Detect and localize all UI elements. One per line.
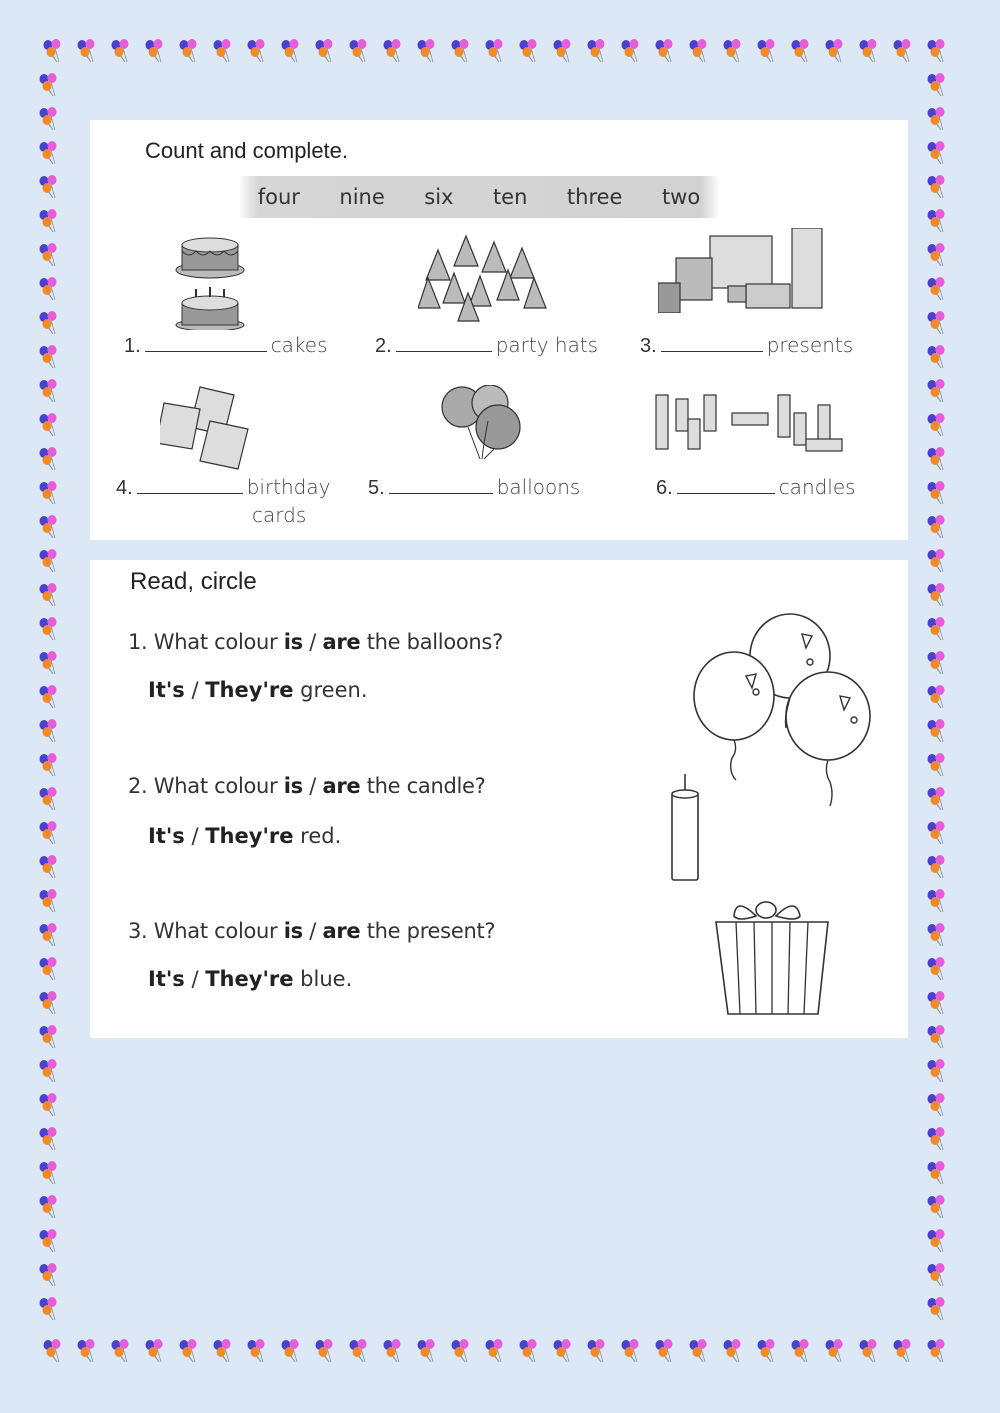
balloon-cluster-icon xyxy=(928,311,945,334)
balloon-cluster-icon xyxy=(554,1339,571,1362)
section-title: Read, circle xyxy=(130,568,257,595)
balloon-cluster-icon xyxy=(40,1093,57,1116)
balloon-cluster-icon xyxy=(316,39,333,62)
balloon-cluster-icon xyxy=(248,39,265,62)
balloon-cluster-icon xyxy=(724,39,741,62)
option-theyre[interactable]: They're xyxy=(205,967,294,991)
balloon-cluster-icon xyxy=(146,39,163,62)
balloon-cluster-icon xyxy=(860,39,877,62)
balloon-cluster-icon xyxy=(928,753,945,776)
balloon-cluster-icon xyxy=(792,39,809,62)
balloon-cluster-icon xyxy=(928,787,945,810)
candles-illustration xyxy=(652,385,852,465)
item-number: 5. xyxy=(368,477,385,499)
balloon-cluster-icon xyxy=(78,1339,95,1362)
balloon-cluster-icon xyxy=(146,1339,163,1362)
balloon-cluster-icon xyxy=(520,39,537,62)
balloon-cluster-icon xyxy=(40,821,57,844)
answer-3 xyxy=(148,967,352,991)
balloon-cluster-icon xyxy=(520,1339,537,1362)
answer-2 xyxy=(148,824,341,848)
count-and-complete-panel xyxy=(90,120,908,540)
balloon-cluster-icon xyxy=(928,73,945,96)
balloon-cluster-icon xyxy=(928,957,945,980)
balloon-cluster-icon xyxy=(44,1339,61,1362)
balloon-cluster-icon xyxy=(40,277,57,300)
balloon-cluster-icon xyxy=(928,1339,945,1362)
balloon-cluster-icon xyxy=(40,583,57,606)
balloon-cluster-icon xyxy=(418,39,435,62)
question-text: the balloons? xyxy=(366,630,503,654)
question-2 xyxy=(128,774,486,798)
question-text: 3. What colour xyxy=(128,919,278,943)
balloon-cluster-icon xyxy=(40,1161,57,1184)
read-circle-panel xyxy=(90,560,908,1038)
balloon-cluster-icon xyxy=(928,481,945,504)
balloon-cluster-icon xyxy=(758,1339,775,1362)
balloon-cluster-icon xyxy=(40,753,57,776)
balloon-cluster-icon xyxy=(40,651,57,674)
balloon-cluster-icon xyxy=(282,1339,299,1362)
balloon-cluster-icon xyxy=(40,889,57,912)
balloon-cluster-icon xyxy=(928,379,945,402)
balloon-cluster-icon xyxy=(40,107,57,130)
balloon-cluster-icon xyxy=(40,549,57,572)
item-number: 4. xyxy=(116,477,133,499)
balloon-cluster-icon xyxy=(40,1229,57,1252)
balloon-cluster-icon xyxy=(826,1339,843,1362)
option-its[interactable]: It's xyxy=(148,967,185,991)
balloon-cluster-icon xyxy=(40,311,57,334)
item-label: birthday xyxy=(246,475,331,499)
balloon-cluster-icon xyxy=(928,1025,945,1048)
balloon-cluster-icon xyxy=(928,209,945,232)
item-number: 1. xyxy=(124,335,141,357)
balloon-cluster-icon xyxy=(40,175,57,198)
balloon-cluster-icon xyxy=(40,957,57,980)
item-label: party hats xyxy=(495,333,599,357)
balloon-cluster-icon xyxy=(860,1339,877,1362)
balloon-cluster-icon xyxy=(40,719,57,742)
balloon-cluster-icon xyxy=(928,855,945,878)
balloon-cluster-icon xyxy=(180,1339,197,1362)
balloon-cluster-icon xyxy=(40,73,57,96)
option-its[interactable]: It's xyxy=(148,678,185,702)
option-theyre[interactable]: They're xyxy=(205,678,294,702)
item-label: cakes xyxy=(270,333,328,357)
balloon-cluster-icon xyxy=(928,1297,945,1320)
option-its[interactable]: It's xyxy=(148,824,185,848)
question-text: 1. What colour xyxy=(128,630,278,654)
balloon-cluster-icon xyxy=(656,39,673,62)
balloon-cluster-icon xyxy=(758,39,775,62)
question-3 xyxy=(128,919,495,943)
balloon-cluster-icon xyxy=(554,39,571,62)
balloon-cluster-icon xyxy=(40,243,57,266)
balloon-cluster-icon xyxy=(40,447,57,470)
balloon-cluster-icon xyxy=(928,583,945,606)
balloon-cluster-icon xyxy=(40,787,57,810)
present-outline-illustration xyxy=(710,890,834,1018)
balloon-cluster-icon xyxy=(452,1339,469,1362)
question-text: the present? xyxy=(366,919,496,943)
separator: / xyxy=(309,919,317,943)
balloon-cluster-icon xyxy=(40,379,57,402)
balloon-cluster-icon xyxy=(40,1127,57,1150)
birthday-cards-illustration xyxy=(160,385,260,470)
balloon-cluster-icon xyxy=(928,617,945,640)
balloon-cluster-icon xyxy=(928,1161,945,1184)
balloon-cluster-icon xyxy=(826,39,843,62)
balloon-cluster-icon xyxy=(656,1339,673,1362)
balloon-cluster-icon xyxy=(928,1127,945,1150)
balloon-cluster-icon xyxy=(690,1339,707,1362)
presents-illustration xyxy=(658,228,828,313)
balloon-cluster-icon xyxy=(248,1339,265,1362)
balloon-cluster-icon xyxy=(40,991,57,1014)
item-1 xyxy=(124,333,328,358)
balloon-cluster-icon xyxy=(792,1339,809,1362)
balloon-cluster-icon xyxy=(40,345,57,368)
balloon-cluster-icon xyxy=(928,413,945,436)
balloon-cluster-icon xyxy=(622,1339,639,1362)
answer-blank[interactable] xyxy=(661,350,763,352)
balloon-cluster-icon xyxy=(40,413,57,436)
balloon-cluster-icon xyxy=(112,39,129,62)
candle-outline-illustration xyxy=(666,772,706,884)
balloon-cluster-icon xyxy=(928,1093,945,1116)
section-title: Count and complete. xyxy=(145,138,349,163)
balloon-cluster-icon xyxy=(588,39,605,62)
balloon-cluster-icon xyxy=(40,141,57,164)
option-is[interactable]: is xyxy=(283,919,303,943)
balloon-cluster-icon xyxy=(928,1229,945,1252)
balloon-cluster-icon xyxy=(282,39,299,62)
balloon-cluster-icon xyxy=(928,447,945,470)
item-label: presents xyxy=(766,333,854,357)
balloon-cluster-icon xyxy=(724,1339,741,1362)
balloon-cluster-icon xyxy=(928,39,945,62)
word-bank-item: four xyxy=(257,185,300,209)
balloon-cluster-icon xyxy=(40,1195,57,1218)
balloon-cluster-icon xyxy=(452,39,469,62)
balloon-cluster-icon xyxy=(928,991,945,1014)
balloon-cluster-icon xyxy=(40,1025,57,1048)
balloon-cluster-icon xyxy=(928,889,945,912)
balloon-cluster-icon xyxy=(928,1195,945,1218)
balloon-cluster-icon xyxy=(928,651,945,674)
cakes-illustration xyxy=(170,225,250,330)
answer-blank[interactable] xyxy=(145,350,267,352)
balloon-cluster-icon xyxy=(316,1339,333,1362)
balloons-small-illustration xyxy=(438,385,528,465)
item-label: candles xyxy=(778,475,856,499)
balloon-cluster-icon xyxy=(928,345,945,368)
balloon-cluster-icon xyxy=(384,39,401,62)
word-bank-item: three xyxy=(566,185,623,209)
balloon-cluster-icon xyxy=(40,1297,57,1320)
balloon-cluster-icon xyxy=(40,1263,57,1286)
item-4 xyxy=(116,475,330,500)
item-2 xyxy=(375,333,598,358)
item-5 xyxy=(368,475,580,500)
balloon-cluster-icon xyxy=(40,923,57,946)
option-is[interactable]: is xyxy=(283,630,303,654)
item-number: 2. xyxy=(375,335,392,357)
balloon-cluster-icon xyxy=(350,39,367,62)
balloon-cluster-icon xyxy=(78,39,95,62)
answer-text: red. xyxy=(300,824,342,848)
balloon-cluster-icon xyxy=(40,209,57,232)
balloon-cluster-icon xyxy=(622,39,639,62)
separator: / xyxy=(309,774,317,798)
separator: / xyxy=(191,678,199,702)
balloon-cluster-icon xyxy=(180,39,197,62)
balloon-cluster-icon xyxy=(44,39,61,62)
balloon-cluster-icon xyxy=(928,685,945,708)
item-4-label-line2: cards xyxy=(252,503,307,527)
answer-blank[interactable] xyxy=(677,492,775,494)
balloon-cluster-icon xyxy=(40,481,57,504)
option-are[interactable]: are xyxy=(322,919,361,943)
balloon-cluster-icon xyxy=(928,277,945,300)
answer-blank[interactable] xyxy=(137,492,243,494)
balloon-cluster-icon xyxy=(486,39,503,62)
balloon-cluster-icon xyxy=(928,1059,945,1082)
balloon-cluster-icon xyxy=(928,549,945,572)
word-bank-item: nine xyxy=(339,185,385,209)
party-hats-illustration xyxy=(418,228,548,328)
balloon-cluster-icon xyxy=(928,243,945,266)
balloon-cluster-icon xyxy=(928,1263,945,1286)
balloon-cluster-icon xyxy=(894,1339,911,1362)
balloon-cluster-icon xyxy=(214,39,231,62)
question-text: 2. What colour xyxy=(128,774,278,798)
balloon-cluster-icon xyxy=(894,39,911,62)
option-are[interactable]: are xyxy=(322,630,361,654)
answer-blank[interactable] xyxy=(389,492,493,494)
word-bank-item: two xyxy=(661,185,701,209)
balloon-cluster-icon xyxy=(690,39,707,62)
question-1 xyxy=(128,630,503,654)
balloon-cluster-icon xyxy=(588,1339,605,1362)
balloon-cluster-icon xyxy=(40,1059,57,1082)
balloon-cluster-icon xyxy=(928,515,945,538)
item-6 xyxy=(656,475,856,500)
balloons-outline-illustration xyxy=(690,612,880,812)
answer-text: blue. xyxy=(300,967,353,991)
balloon-cluster-icon xyxy=(418,1339,435,1362)
balloon-cluster-icon xyxy=(928,107,945,130)
item-number: 3. xyxy=(640,335,657,357)
balloon-cluster-icon xyxy=(40,515,57,538)
balloon-cluster-icon xyxy=(928,175,945,198)
answer-text: green. xyxy=(300,678,368,702)
balloon-cluster-icon xyxy=(928,821,945,844)
answer-blank[interactable] xyxy=(396,350,492,352)
balloon-cluster-icon xyxy=(928,141,945,164)
word-bank xyxy=(238,176,720,218)
word-bank-item: six xyxy=(424,185,454,209)
balloon-cluster-icon xyxy=(384,1339,401,1362)
word-bank-item: ten xyxy=(492,185,528,209)
balloon-cluster-icon xyxy=(40,685,57,708)
answer-1 xyxy=(148,678,368,702)
question-text: the candle? xyxy=(366,774,486,798)
separator: / xyxy=(309,630,317,654)
balloon-cluster-icon xyxy=(928,719,945,742)
option-theyre[interactable]: They're xyxy=(205,824,294,848)
item-number: 6. xyxy=(656,477,673,499)
balloon-cluster-icon xyxy=(928,923,945,946)
option-are[interactable]: are xyxy=(322,774,361,798)
balloon-cluster-icon xyxy=(350,1339,367,1362)
item-3 xyxy=(640,333,853,358)
balloon-cluster-icon xyxy=(40,617,57,640)
balloon-cluster-icon xyxy=(214,1339,231,1362)
balloon-cluster-icon xyxy=(112,1339,129,1362)
item-label: balloons xyxy=(496,475,581,499)
separator: / xyxy=(191,967,199,991)
balloon-cluster-icon xyxy=(486,1339,503,1362)
balloon-cluster-icon xyxy=(40,855,57,878)
separator: / xyxy=(191,824,199,848)
option-is[interactable]: is xyxy=(283,774,303,798)
